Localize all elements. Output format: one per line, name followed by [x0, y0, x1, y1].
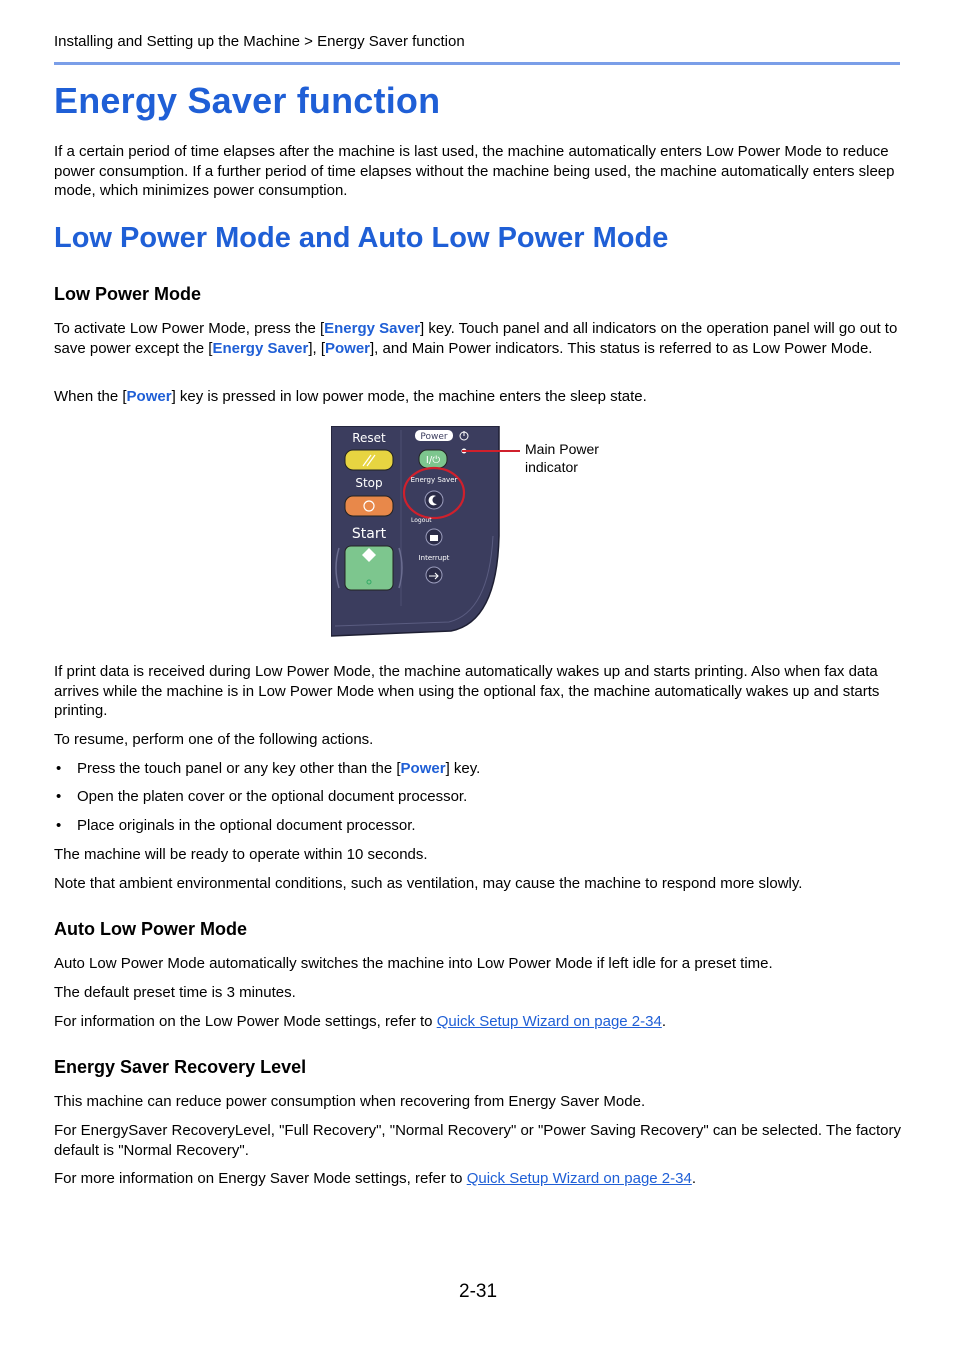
- auto-low-paragraph-2: The default preset time is 3 minutes.: [54, 984, 296, 1001]
- lock-icon: [430, 535, 438, 541]
- interrupt-button: [426, 567, 442, 583]
- energy-saver-label: Energy Saver: [410, 476, 458, 484]
- power-icon: I/⏻: [425, 455, 441, 466]
- breadcrumb: Installing and Setting up the Machine > Energy Saver function: [54, 33, 465, 50]
- stop-label: Stop: [355, 476, 383, 490]
- auto-low-paragraph-1: Auto Low Power Mode automatically switches the machine into Low Power Mode if left idle for a preset time.: [54, 955, 773, 972]
- main-power-callout: Main Power indicator: [525, 441, 599, 475]
- low-power-heading: Low Power Mode: [54, 284, 202, 304]
- low-power-paragraph-3: If print data is received during Low Power Mode, the machine automatically wakes up and starts printing. Also when fax data arrives while the machine is in Low Power Mode when using the optional fax, the machine automatically wakes up and starts printing.: [54, 663, 880, 719]
- operation-panel-illustration: [331, 426, 503, 638]
- interrupt-label: Interrupt: [418, 554, 450, 562]
- page-title: Energy Saver function: [54, 80, 441, 121]
- reset-button: [345, 450, 393, 470]
- page-number: 2-31: [459, 1281, 498, 1302]
- header-rule: [54, 62, 900, 65]
- quick-setup-wizard-link[interactable]: Quick Setup Wizard on page 2-34: [466, 1170, 692, 1187]
- stop-button: [345, 496, 393, 516]
- low-power-paragraph-2: When the [Power] key is pressed in low power mode, the machine enters the sleep state.: [54, 388, 647, 405]
- logout-label: Logout: [411, 517, 432, 524]
- power-key-ref: Power: [126, 388, 172, 405]
- power-key-ref: Power: [400, 760, 446, 777]
- auto-low-paragraph-3: For information on the Low Power Mode settings, refer to Quick Setup Wizard on page 2-34.: [54, 1013, 666, 1030]
- energy-saver-key-ref: Energy Saver: [324, 320, 421, 337]
- low-power-paragraph-1: To activate Low Power Mode, press the [Energy Saver] key. Touch panel and all indicators on the operation panel will go out to save power except the [Energy Saver], [Power], and Main Power indicators. This status is referred to as Low Power Mode.: [54, 320, 898, 357]
- energy-saver-key-ref: Energy Saver: [212, 339, 309, 357]
- low-power-paragraph-4: To resume, perform one of the following actions.: [54, 731, 374, 748]
- recovery-paragraph-1: This machine can reduce power consumption when recovering from Energy Saver Mode.: [54, 1093, 646, 1110]
- power-key-ref: Power: [325, 339, 371, 357]
- section-title: Low Power Mode and Auto Low Power Mode: [54, 222, 669, 254]
- auto-low-power-heading: Auto Low Power Mode: [54, 919, 247, 939]
- low-power-paragraph-6: Note that ambient environmental conditions, such as ventilation, may cause the machine to respond more slowly.: [54, 875, 803, 892]
- power-label: Power: [420, 432, 448, 442]
- intro-paragraph: If a certain period of time elapses after the machine is last used, the machine automatically enters Low Power Mode to reduce power consumption. If a further period of time elapses without the machine being used, the machine automatically enters sleep mode, which minimizes power consumption.: [54, 143, 895, 199]
- recovery-paragraph-3: For more information on Energy Saver Mode settings, refer to Quick Setup Wizard on page 2-34.: [54, 1170, 696, 1187]
- quick-setup-wizard-link[interactable]: Quick Setup Wizard on page 2-34: [436, 1013, 662, 1030]
- reset-label: Reset: [352, 431, 386, 445]
- recovery-paragraph-2: For EnergySaver RecoveryLevel, "Full Recovery", "Normal Recovery" or "Power Saving Recovery" can be selected. The factory default is "Normal Recovery".: [54, 1122, 902, 1159]
- low-power-paragraph-5: The machine will be ready to operate within 10 seconds.: [54, 846, 428, 863]
- callout-line: [460, 447, 522, 455]
- recovery-level-heading: Energy Saver Recovery Level: [54, 1057, 307, 1077]
- energy-saver-button: [425, 491, 443, 509]
- start-label: Start: [351, 526, 387, 542]
